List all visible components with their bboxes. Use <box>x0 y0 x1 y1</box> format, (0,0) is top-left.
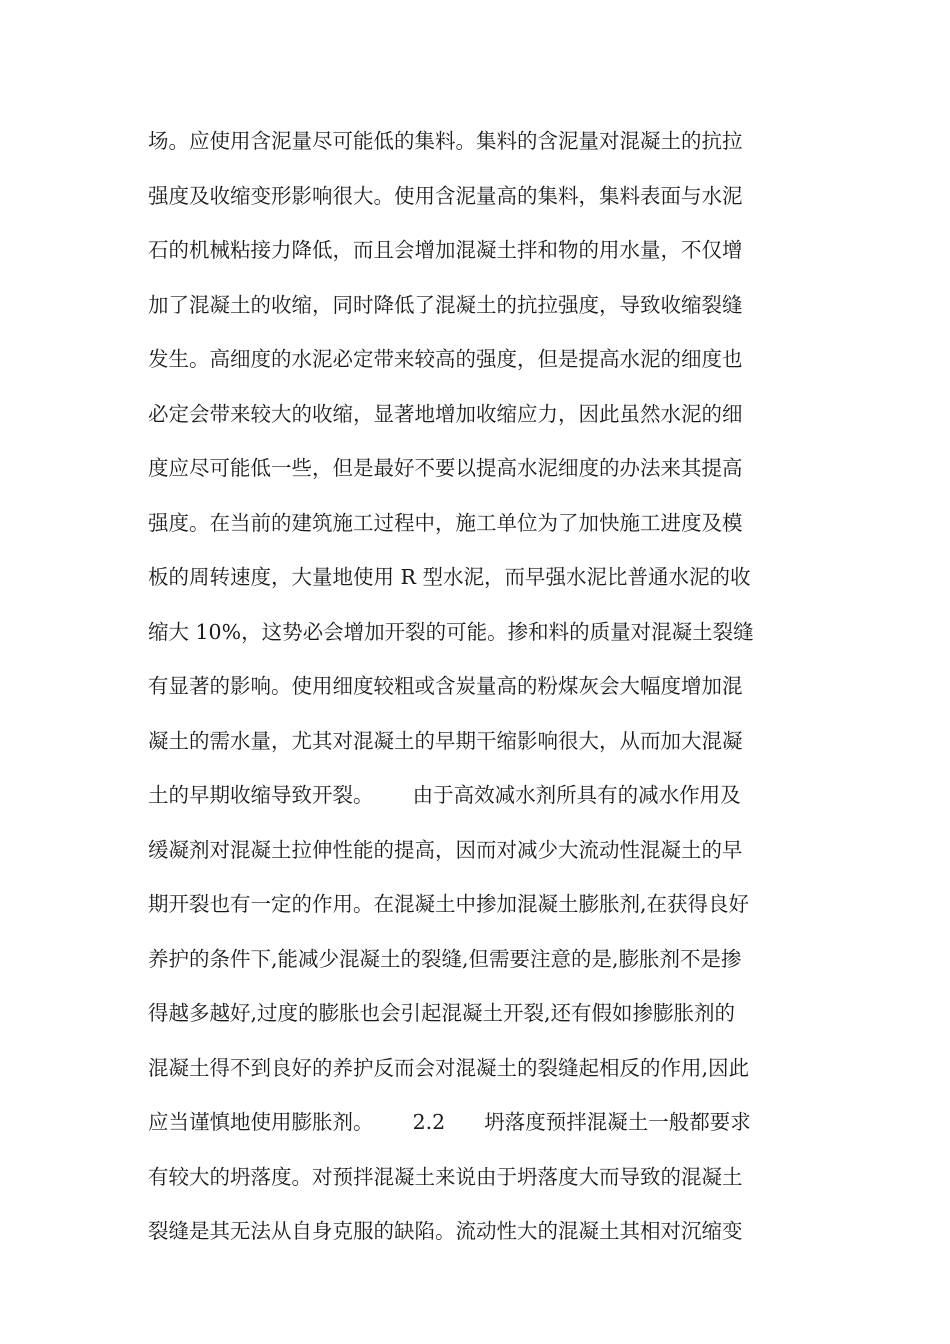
text-line: 土的早期收缩导致开裂。 由于高效减水剂所具有的减水作用及 <box>148 783 741 807</box>
text-line: 度应尽可能低一些，但是最好不要以提高水泥细度的办法来其提高 <box>148 456 743 480</box>
text-line: 应当谨慎地使用膨胀剂。 2.2 坍落度预拌混凝土一般都要求 <box>148 1110 751 1134</box>
text-line: 加了混凝土的收缩，同时降低了混凝土的抗拉强度，导致收缩裂缝 <box>148 292 743 317</box>
text-line: 强度及收缩变形影响很大。使用含泥量高的集料，集料表面与水泥 <box>148 183 743 208</box>
text-line: 缓凝剂对混凝土拉伸性能的提高，因而对减少大流动性混凝土的早 <box>148 837 743 862</box>
text-line: 有显著的影响。使用细度较粗或含炭量高的粉煤灰会大幅度增加混 <box>148 674 743 698</box>
text-line: 板的周转速度，大量地使用 R 型水泥，而早强水泥比普通水泥的收 <box>148 565 751 589</box>
text-line: 发生。高细度的水泥必定带来较高的强度，但是提高水泥的细度也 <box>148 347 743 371</box>
text-line: 得越多越好,过度的膨胀也会引起混凝土开裂,还有假如掺膨胀剂的 <box>148 1001 736 1025</box>
text-line: 场。应使用含泥量尽可能低的集料。集料的含泥量对混凝土的抗拉 <box>148 129 743 153</box>
text-line: 缩大 10%，这势必会增加开裂的可能。掺和料的质量对混凝土裂缝 <box>148 619 754 644</box>
text-line: 凝土的需水量，尤其对混凝土的早期干缩影响很大，从而加大混凝 <box>148 728 743 753</box>
text-line: 石的机械粘接力降低，而且会增加混凝土拌和物的用水量，不仅增 <box>148 238 743 262</box>
text-line: 有较大的坍落度。对预拌混凝土来说由于坍落度大而导致的混凝土 <box>148 1164 743 1189</box>
text-line: 必定会带来较大的收缩，显著地增加收缩应力，因此虽然水泥的细 <box>148 401 743 426</box>
body-text <box>148 114 808 1259</box>
text-line: 期开裂也有一定的作用。在混凝土中掺加混凝土膨胀剂,在获得良好 <box>148 892 750 916</box>
text-line: 养护的条件下,能减少混凝土的裂缝,但需要注意的是,膨胀剂不是掺 <box>148 946 742 971</box>
text-line: 裂缝是其无法从自身克服的缺陷。流动性大的混凝土其相对沉缩变 <box>148 1219 743 1243</box>
text-line: 混凝土得不到良好的养护反而会对混凝土的裂缝起相反的作用,因此 <box>148 1055 750 1080</box>
text-line: 强度。在当前的建筑施工过程中，施工单位为了加快施工进度及模 <box>148 510 743 535</box>
